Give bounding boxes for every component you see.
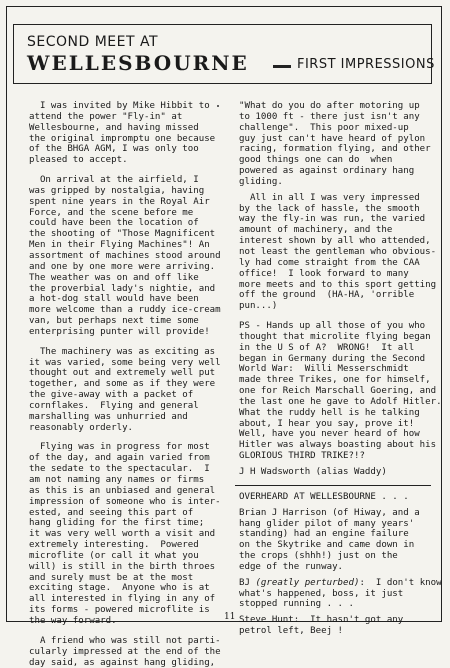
- text-line: Men in their Flying Machines"! An: [29, 240, 229, 251]
- overheard-intro: [239, 508, 437, 573]
- section-divider: [235, 485, 431, 486]
- text-line: Hitler was always boasting about his: [239, 440, 437, 451]
- text-line: of the day, and again varied from: [29, 453, 229, 464]
- text-line: and surely must be at the most: [29, 573, 229, 584]
- text-line: more welcome than a ruddy ice-cream: [29, 305, 229, 316]
- text-line: GLORIOUS THIRD TRIKE?!?: [239, 451, 437, 462]
- text-line: exciting stage. Anyone who is at: [29, 583, 229, 594]
- text-line: it was very well worth a visit and: [29, 529, 229, 540]
- text-line: off the ground (HA-HA, 'orrible: [239, 290, 437, 301]
- text-line: powered as against ordinary hang: [239, 166, 437, 177]
- text-line: day said, as against hang gliding,: [29, 658, 229, 668]
- text-line: stopped running . . .: [239, 599, 437, 610]
- text-line: hang glider pilot of many years': [239, 519, 437, 530]
- paragraph-gap: [239, 312, 437, 321]
- right-paragraph-2: [239, 193, 437, 312]
- text-line: gliding.: [239, 177, 437, 188]
- title-line-1: SECOND MEET AT: [27, 34, 158, 50]
- text-line: began in Germany during the Second: [239, 354, 437, 365]
- text-line: ly had come straight from the CAA: [239, 258, 437, 269]
- text-line: impression of someone who is inter-: [29, 497, 229, 508]
- text-line: Flying was in progress for most: [29, 442, 229, 453]
- text-line: "What do you do after motoring up: [239, 101, 437, 112]
- text-line: Force, and the scene before me: [29, 208, 229, 219]
- text-line: edge of the runway.: [239, 562, 437, 573]
- text-line: the way forward.: [29, 616, 229, 627]
- text-line: Brian J Harrison (of Hiway, and a: [239, 508, 437, 519]
- text-line: a hot-dog stall would have been: [29, 294, 229, 305]
- text-line: all interested in flying in any of: [29, 594, 229, 605]
- bj-speech-rest: [239, 589, 437, 611]
- text-line: cularly impressed at the end of the: [29, 647, 229, 658]
- text-line: office! I look forward to many: [239, 269, 437, 280]
- text-line: The machinery was as exciting as: [29, 347, 229, 358]
- text-line: What the ruddy hell is he talking: [239, 408, 437, 419]
- text-line: reasonably orderly.: [29, 423, 229, 434]
- text-line: made three Trikes, one for himself,: [239, 375, 437, 386]
- text-line: was gripped by nostalgia, having: [29, 186, 229, 197]
- text-line: pleased to accept.: [29, 155, 229, 166]
- signature: J H Wadsworth (alias Waddy): [239, 467, 437, 478]
- right-column: [239, 101, 437, 637]
- text-line: and one by one more were arriving.: [29, 262, 229, 273]
- text-line: [29, 166, 229, 175]
- text-line: the crops (shhh!) just on the: [239, 551, 437, 562]
- text-line: way the fly-in was run, the varied: [239, 214, 437, 225]
- text-line: by the lack of hassle, the smooth: [239, 204, 437, 215]
- text-line: cornflakes. Flying and general: [29, 401, 229, 412]
- text-line: the proverbial lady's nightie, and: [29, 284, 229, 295]
- title-subtitle: FIRST IMPRESSIONS: [297, 57, 435, 72]
- text-line: the last one he gave to Adolf Hitler.: [239, 397, 437, 408]
- text-line: ested, and seeing this part of: [29, 508, 229, 519]
- bj-label: BJ: [239, 578, 250, 588]
- text-line: the give-away with a packet of: [29, 390, 229, 401]
- text-line: [29, 627, 229, 636]
- text-line: All in all I was very impressed: [239, 193, 437, 204]
- text-line: the sedate to the spectacular. I: [29, 464, 229, 475]
- text-line: guy just can't have heard of pylon: [239, 134, 437, 145]
- text-line: I was invited by Mike Hibbit to: [29, 101, 229, 112]
- bj-speech-first-line: [239, 578, 437, 589]
- bj-speech-start: : I don't know: [359, 578, 441, 588]
- text-line: thought that microlite flying began: [239, 332, 437, 343]
- text-line: [29, 338, 229, 347]
- page-number: 11: [224, 612, 235, 622]
- text-line: [29, 433, 229, 442]
- text-line: could have been the location of: [29, 218, 229, 229]
- text-line: extremely interesting. Powered: [29, 540, 229, 551]
- text-line: am not naming any names or firms: [29, 475, 229, 486]
- text-line: attend the power "Fly-in" at: [29, 112, 229, 123]
- text-line: interest shown by all who attended,: [239, 236, 437, 247]
- text-line: good things one can do when: [239, 155, 437, 166]
- text-line: petrol left, Beej !: [239, 626, 437, 637]
- text-line: together, and some as if they were: [29, 379, 229, 390]
- text-line: Wellesbourne, and having missed: [29, 123, 229, 134]
- title-box: [13, 24, 432, 84]
- text-line: assortment of machines stood around: [29, 251, 229, 262]
- text-line: it was varied, some being very well: [29, 358, 229, 369]
- text-line: challenge". This poor mixed-up: [239, 123, 437, 134]
- text-line: not least the gentleman who obvious-: [239, 247, 437, 258]
- text-line: The weather was on and off like: [29, 273, 229, 284]
- steve-speech: [239, 615, 437, 637]
- text-line: as this is an unbiased and general: [29, 486, 229, 497]
- text-line: hang gliding for the first time;: [29, 518, 229, 529]
- text-line: of the BHGA AGM, I was only too: [29, 144, 229, 155]
- text-line: amount of machinery, and the: [239, 225, 437, 236]
- text-line: microflite (or call it what you: [29, 551, 229, 562]
- text-line: about, I hear you say, prove it!: [239, 419, 437, 430]
- text-line: enterprising punter will provide!: [29, 327, 229, 338]
- text-line: the shooting of "Those Magnificent: [29, 229, 229, 240]
- text-line: more meets and to this sport getting: [239, 280, 437, 291]
- text-line: standing) had an engine failure: [239, 529, 437, 540]
- right-paragraph-1: [239, 101, 437, 188]
- text-line: PS - Hands up all those of you who: [239, 321, 437, 332]
- text-line: one for Reich Marschall Goering, and: [239, 386, 437, 397]
- right-paragraph-ps: [239, 321, 437, 462]
- text-line: van, but perhaps next time some: [29, 316, 229, 327]
- text-line: in the U S of A? WRONG! It all: [239, 343, 437, 354]
- left-column: [29, 101, 229, 668]
- text-line: will) is still in the birth throes: [29, 562, 229, 573]
- overheard-heading: OVERHEARD AT WELLESBOURNE . . .: [239, 492, 437, 503]
- text-line: its forms - powered microflite is: [29, 605, 229, 616]
- text-line: what's happened, boss, it just: [239, 589, 437, 600]
- text-line: marshalling was unhurried and: [29, 412, 229, 423]
- title-dash: [273, 65, 291, 68]
- title-line-2: WELLESBOURNE: [27, 51, 249, 75]
- text-line: World War: Willi Messerschmidt: [239, 364, 437, 375]
- text-line: on the Skytrike and came down in: [239, 540, 437, 551]
- text-line: Steve Hunt: It hasn't got any: [239, 615, 437, 626]
- bj-aside: (greatly perturbed): [255, 578, 359, 588]
- text-line: A friend who was still not parti-: [29, 636, 229, 647]
- text-line: the original impromptu one because: [29, 134, 229, 145]
- text-line: thought out and extremely well put: [29, 368, 229, 379]
- text-line: On arrival at the airfield, I: [29, 175, 229, 186]
- text-line: pun...): [239, 301, 437, 312]
- text-line: to 1000 ft - there just isn't any: [239, 112, 437, 123]
- text-line: racing, formation flying, and other: [239, 144, 437, 155]
- text-line: spent nine years in the Royal Air: [29, 197, 229, 208]
- text-line: Well, have you never heard of how: [239, 429, 437, 440]
